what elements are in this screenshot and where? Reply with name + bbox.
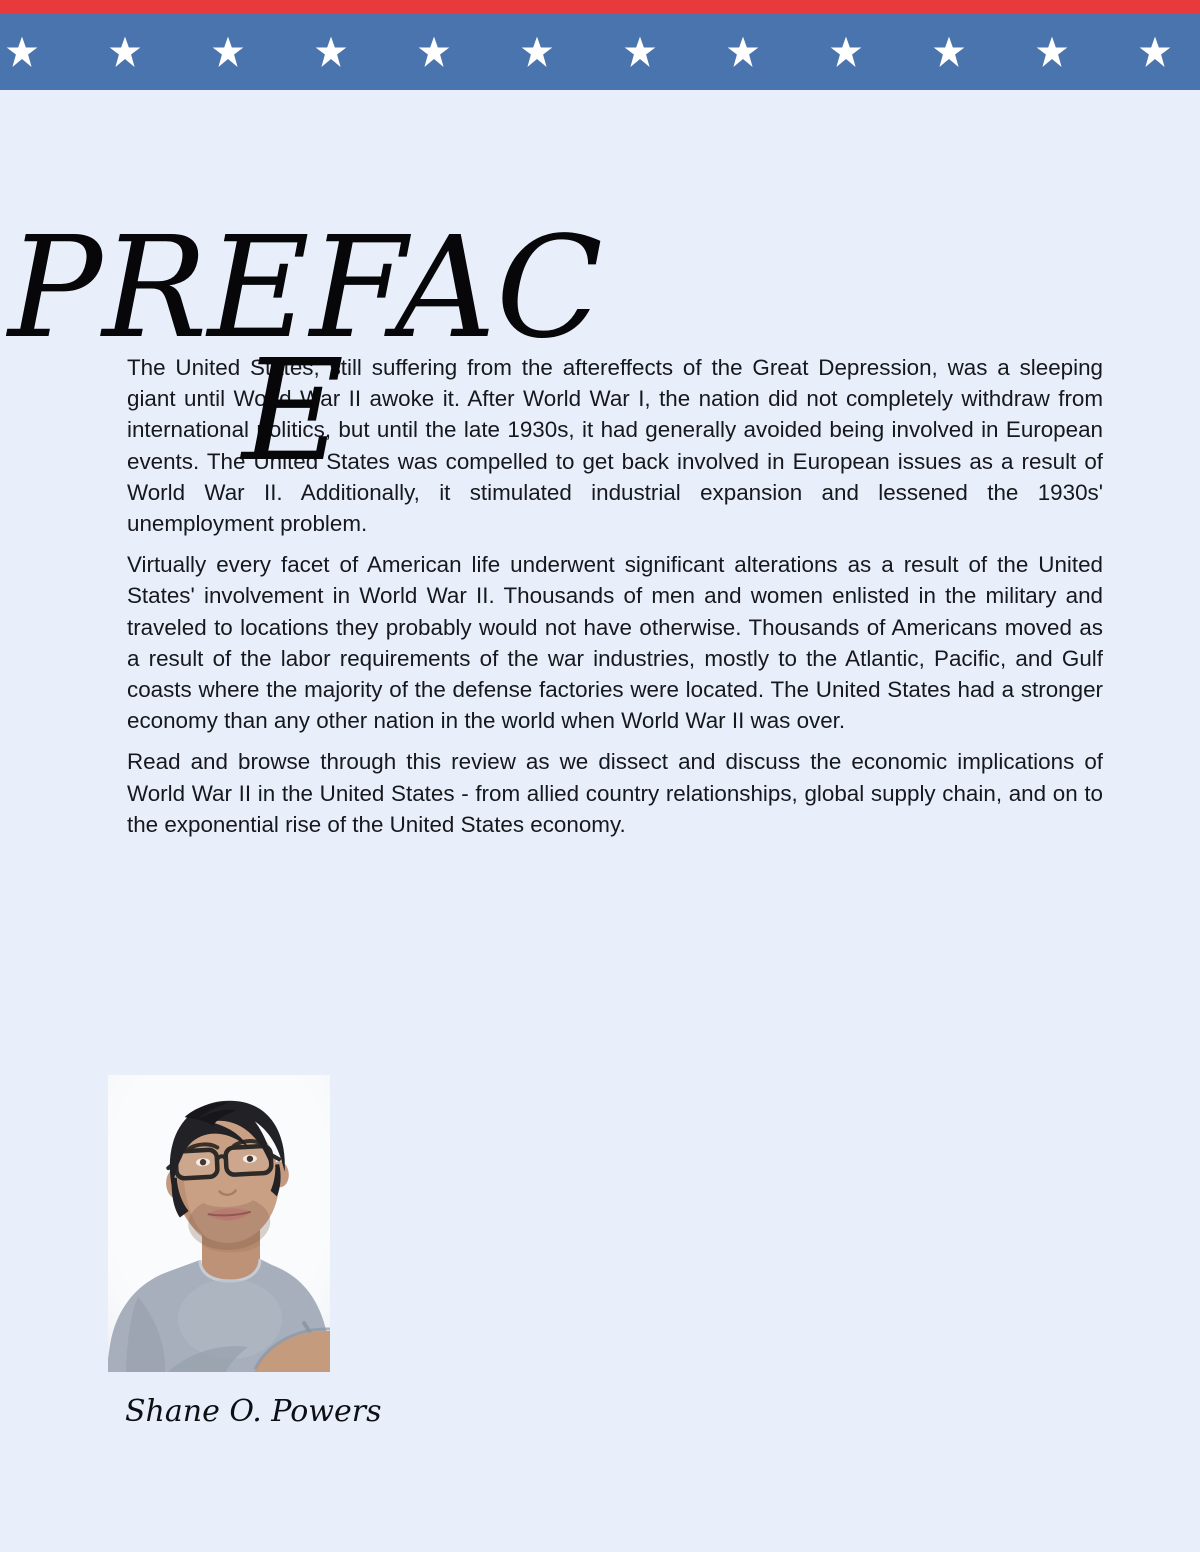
paragraph-2: Virtually every facet of American life underwent significant alterations as a result of the United States' involvement in World War II. Thousands of men and women enlisted in the military and traveled to locations they probably would not have otherwise. Thousands of Americans moved as a result of the labor requirements of the war industries, mostly to the Atlantic, Pacific, and Gulf coasts where the majority of the defense factories were located. The United States had a stronger economy than any other nation in the world when World War II was over. xyxy=(127,552,1103,734)
star-banner xyxy=(0,13,1200,90)
paragraph-1: The United States, still suffering from the aftereffects of the Great Depression, was a sleeping giant until World War II awoke it. After World War I, the nation did not completely withdraw from international politics, but until the late 1930s, it had generally avoided being involved in European events. The United States was compelled to get back involved in European issues as a result of World War II. Additionally, it stimulated industrial expansion and lessened the 1930s' unemployment problem. xyxy=(127,355,1103,537)
star-icon xyxy=(521,33,553,71)
top-red-stripe xyxy=(0,0,1200,13)
star-icon xyxy=(1139,33,1171,71)
star-icon xyxy=(212,33,244,71)
star-icon xyxy=(933,33,965,71)
star-icon xyxy=(418,33,450,71)
star-icon xyxy=(1036,33,1068,71)
paragraph-3: Read and browse through this review as we dissect and discuss the economic implications of World War II in the United States - from allied country relationships, global supply chain, and on to the exponential rise of the United States economy. xyxy=(127,749,1103,837)
star-icon xyxy=(830,33,862,71)
author-portrait-illustration xyxy=(108,1075,330,1372)
page-title xyxy=(8,207,603,493)
star-icon xyxy=(6,33,38,71)
star-icon xyxy=(315,33,347,71)
star-icon xyxy=(624,33,656,71)
star-icon xyxy=(727,33,759,71)
author-photo xyxy=(108,1075,330,1372)
star-icon xyxy=(109,33,141,71)
author-name: Shane O. Powers xyxy=(125,1394,382,1429)
page-title-line2: E xyxy=(241,330,345,493)
page-title-line1: PREFAC xyxy=(8,207,603,370)
